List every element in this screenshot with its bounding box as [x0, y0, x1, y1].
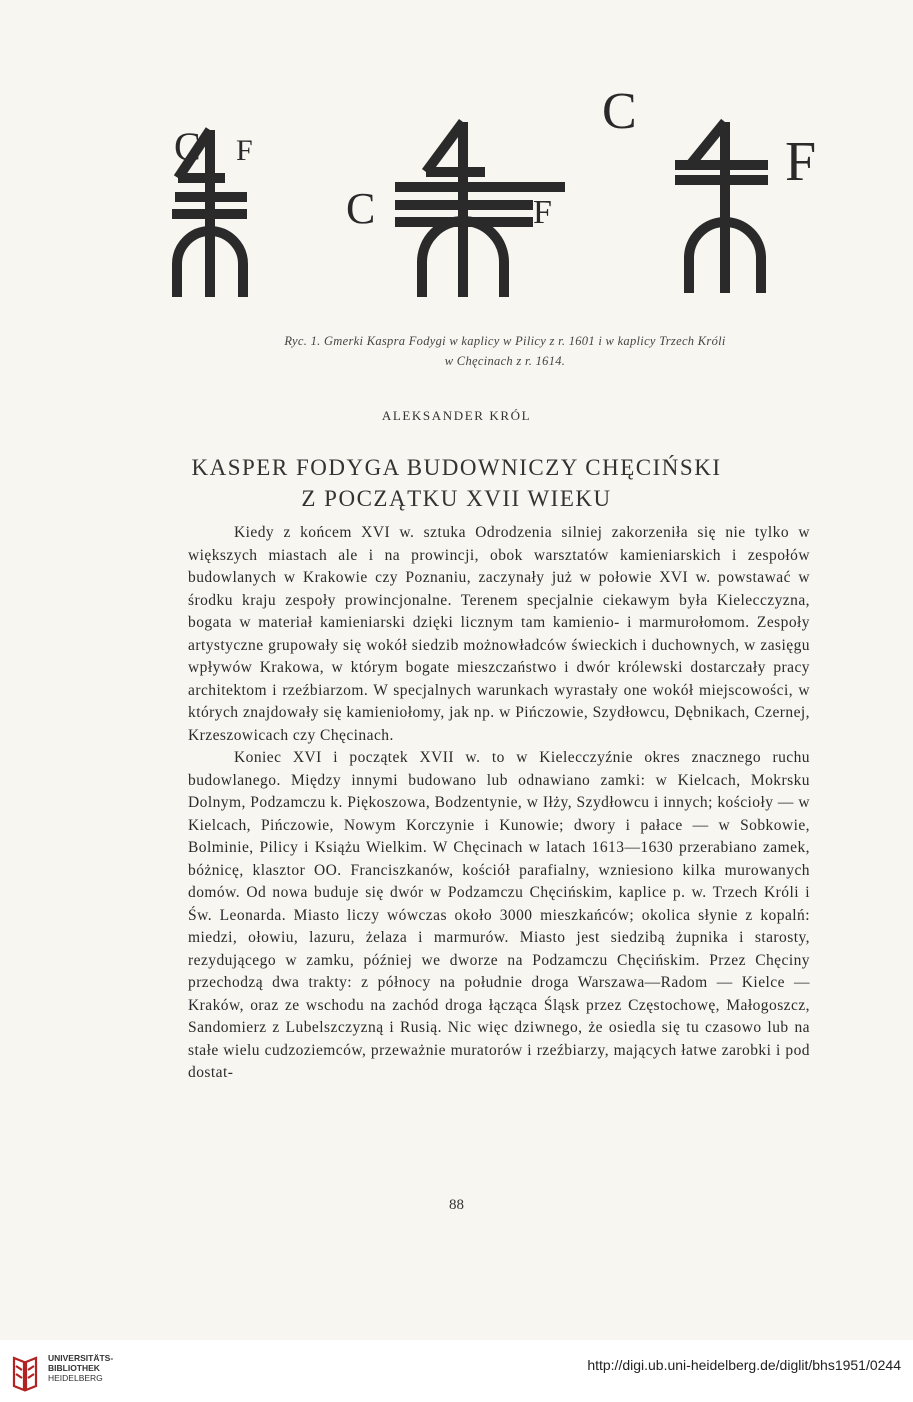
library-name-line-3: HEIDELBERG — [48, 1373, 103, 1383]
title-line-1: KASPER FODYGA BUDOWNICZY CHĘCIŃSKI — [191, 455, 722, 480]
mark-1-letter-f: F — [236, 134, 253, 167]
caption-line-2: w Chęcinach z r. 1614. — [444, 354, 566, 368]
article-author: ALEKSANDER KRÓL — [381, 408, 532, 423]
title-line-2: Z POCZĄTKU XVII WIEKU — [301, 486, 612, 511]
figure-mason-marks — [150, 80, 850, 320]
document-url-link[interactable]: http://digi.ub.uni-heidelberg.de/diglit/bhs1951/0244 — [587, 1357, 901, 1373]
mason-mark-1 — [172, 124, 253, 297]
paragraph-1: Kiedy z końcem XVI w. sztuka Odrodzenia silniej zakorzeniła się nie tylko w większych miastach ale i na prowincji, obok warsztatów kamieniarskich i zespołów budowlanych w Krakowie czy Poznaniu, zaczynały już w połowie XVI w. powstawać w środku kraju zespoły prowincjonalne. Terenem specjalnie ciekawym była Kielecczyzna, bogata w materiał kamieniarski dzięki licznym tam kamienio- i marmurołomom. Zespoły artystyczne grupowały się wokół siedzib możnowładców świeckich i duchownych, w zasięgu wpływów Krakowa, w którym bogate mieszczaństwo i dwór królewski dostarczały pracy architektom i rzeźbiarzom. W specjalnych warunkach wyrastały one wokół miejscowości, w których znajdowały się kamieniołomy, jak np. w Pińczowie, Szydłowcu, Dębnikach, Czernej, Krzeszowicach czy Chęcinach. — [188, 524, 810, 744]
mason-mark-2 — [346, 122, 565, 297]
mark-3-letter-c: C — [602, 83, 637, 140]
library-name-line-1: UNIVERSITÄTS- — [48, 1353, 114, 1363]
article-body — [188, 522, 810, 1085]
paragraph-2: Koniec XVI i początek XVII w. to w Kielecczyźnie okres znacznego ruchu budowlanego. Między innymi budowano lub odnawiano zamki: w Kielcach, Mokrsku Dolnym, Podzamczu k. Piękoszowa, Bodzentynie, w Iłży, Szydłowcu i innych; kościoły — w Kielcach, Pińczowie, Nowym Korczynie i Kunowie; dwory i pałace — w Sobkowie, Bolminie, Pilicy i Książu Wielkim. W Chęcinach w latach 1613—1630 przerabiano zamek, bóżnicę, klasztor OO. Franciszkanów, kościół parafialny, wzniesiono kilka murowanych domów. Od nowa buduje się dwór w Podzamczu Chęcińskim, kaplice p. w. Trzech Króli i Św. Leonarda. Miasto liczy wówczas około 3000 mieszkańców; okolica słynie z kopalń: miedzi, ołowiu, lazuru, żelaza i marmurów. Miasto jest siedzibą żupnika i starosty, rezydującego w zamku, później we dworze na Podzamczu Chęcińskim. Przez Chęciny przechodzą dwa trakty: z północy na południe droga Warszawa—Radom — Kielce — Kraków, oraz ze wschodu na zachód droga łącząca Śląsk przez Częstochowę, Małogoszcz, Sandomierz z Lubelszczyzną i Rusią. Nic więc dziwnego, że osiedla się tu czasowo lub na stałe wielu cudzoziemców, przeważnie muratorów i rzeźbiarzy, mających łatwe zarobki i pod dostat- — [188, 749, 810, 1081]
mark-2-letter-c: C — [346, 184, 376, 233]
mark-3-letter-f: F — [785, 131, 817, 193]
figure-caption — [175, 331, 835, 371]
mark-1-letter-c: C — [174, 124, 201, 169]
university-library-logo — [10, 1350, 40, 1392]
caption-line-1: Ryc. 1. Gmerki Kaspra Fodygi w kaplicy w Pilicy z r. 1601 i w kaplicy Trzech Króli — [284, 334, 726, 348]
mark-2-letter-f: F — [533, 194, 552, 231]
page-number: 88 — [449, 1197, 464, 1213]
viewer-footer — [0, 1340, 913, 1402]
library-name-line-2: BIBLIOTHEK — [48, 1363, 100, 1373]
mason-mark-3 — [602, 83, 816, 293]
library-name — [48, 1353, 113, 1383]
article-title — [0, 452, 913, 514]
